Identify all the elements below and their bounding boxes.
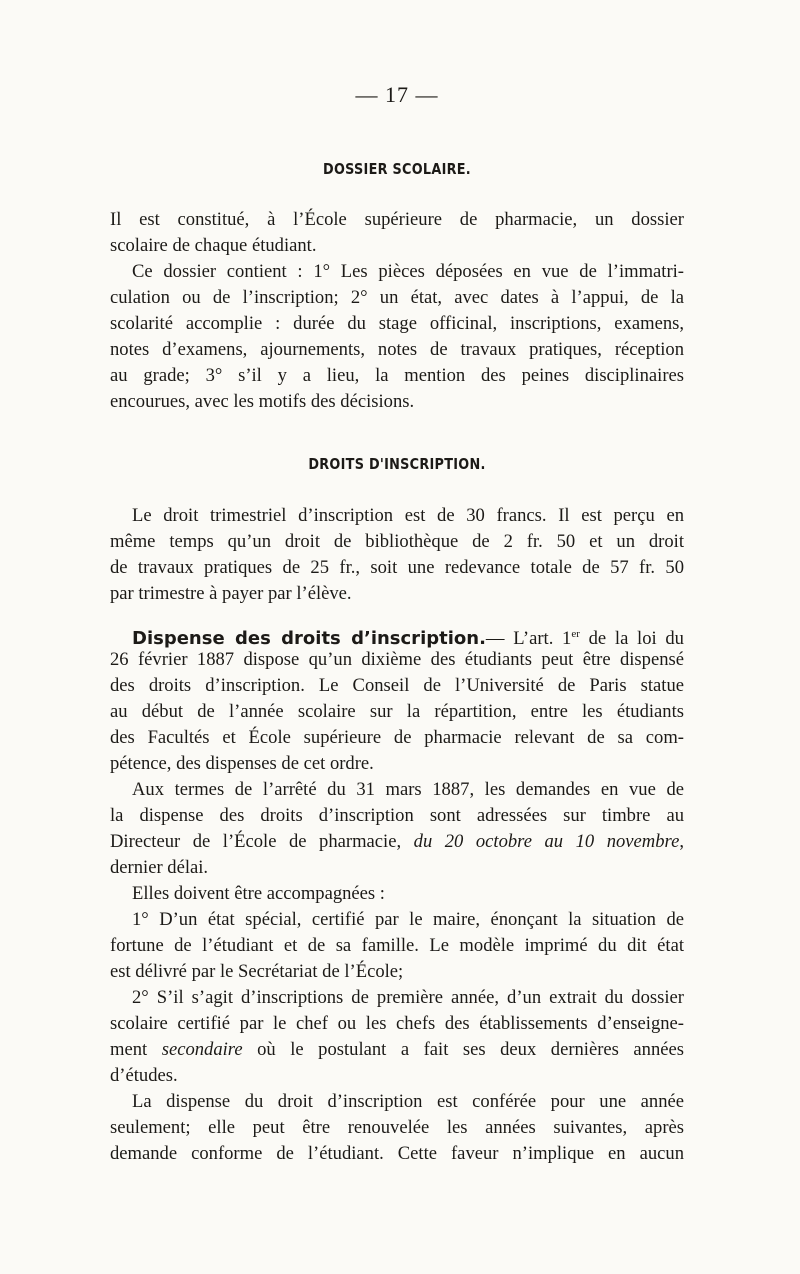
text-run: Directeur de l’École de pharmacie, — [110, 831, 414, 852]
text-line: Elles doivent être accompagnées : — [132, 883, 385, 904]
text-line: la dispense des droits d’inscription sont adressées sur timbre au — [110, 805, 684, 826]
text-line: scolaire certifié par le chef ou les chefs des établissements d’enseigne- — [110, 1013, 684, 1034]
section-heading-dossier: DOSSIER SCOLAIRE. — [323, 160, 471, 178]
text-line: par trimestre à payer par l’élève. — [110, 583, 352, 604]
text-line: encourues, avec les motifs des décisions. — [110, 391, 415, 412]
paragraph-dossier — [110, 207, 684, 415]
text-line: au début de l’année scolaire sur la répartition, entre les étudiants — [110, 701, 684, 722]
text-line: La dispense du droit d’inscription est conférée pour une année — [132, 1091, 684, 1112]
text-run: où le postulant a fait ses deux dernières années — [242, 1039, 685, 1060]
text-line: même temps qu’un droit de bibliothèque de 2 fr. 50 et un droit — [110, 531, 684, 552]
text-line: scolaire de chaque étudiant. — [110, 235, 317, 256]
text-line: Ce dossier contient : 1° Les pièces déposées en vue de l’immatri- — [132, 261, 684, 282]
superscript: er — [571, 628, 580, 640]
text-line: fortune de l’étudiant et de sa famille. Le modèle imprimé du dit état — [110, 935, 684, 956]
text-line: notes d’examens, ajournements, notes de travaux pratiques, réception — [110, 339, 684, 360]
italic-dates: du 20 octobre au 10 novembre — [413, 831, 680, 852]
text-run: de la loi du — [579, 628, 684, 649]
text-run: , — [679, 831, 684, 852]
paragraph-droits — [110, 503, 684, 607]
text-line: dernier délai. — [110, 857, 209, 878]
text-line: Le droit trimestriel d’inscription est de 30 francs. Il est perçu en — [132, 505, 684, 526]
text-line — [110, 829, 684, 855]
text-run: ment — [110, 1039, 162, 1060]
text-line: est délivré par le Secrétariat de l’École; — [110, 961, 404, 982]
text-line: pétence, des dispenses de cet ordre. — [110, 753, 374, 774]
text-line — [110, 1037, 684, 1063]
page-number: — 17 — — [355, 82, 439, 107]
text-line: 26 février 1887 dispose qu’un dixième des étudiants peut être dispensé — [110, 649, 684, 670]
text-line: 2° S’il s’agit d’inscriptions de première année, d’un extrait du dossier — [132, 987, 684, 1008]
text-line: scolarité accomplie : durée du stage officinal, inscriptions, examens, — [110, 313, 684, 334]
text-line: demande conforme de l’étudiant. Cette faveur n’implique en aucun — [110, 1143, 684, 1164]
text-line: 1° D’un état spécial, certifié par le maire, énonçant la situation de — [132, 909, 684, 930]
text-line: au grade; 3° s’il y a lieu, la mention des peines disciplinaires — [110, 365, 684, 386]
text-line: des droits d’inscription. Le Conseil de l’Université de Paris statue — [110, 675, 684, 696]
text-line: d’études. — [110, 1065, 178, 1086]
text-line: Aux termes de l’arrêté du 31 mars 1887, les demandes en vue de — [132, 779, 684, 800]
text-line: culation ou de l’inscription; 2° un état, avec dates à l’appui, de la — [110, 287, 684, 308]
text-line: des Facultés et École supérieure de pharmacie relevant de sa com- — [110, 727, 684, 748]
text-line: seulement; elle peut être renouvelée les années suivantes, après — [110, 1117, 684, 1138]
text-line: Il est constitué, à l’École supérieure de pharmacie, un dossier — [110, 209, 684, 230]
italic-word: secondaire — [161, 1039, 243, 1060]
section-heading-droits: DROITS D'INSCRIPTION. — [308, 455, 486, 473]
text-line: de travaux pratiques de 25 fr., soit une redevance totale de 57 fr. 50 — [110, 557, 684, 578]
text-line — [110, 621, 684, 647]
text-run: — L’art. 1 — [485, 628, 572, 649]
paragraph-dispense — [110, 621, 684, 1167]
run-in-heading: Dispense des droits d’inscription. — [132, 628, 486, 649]
